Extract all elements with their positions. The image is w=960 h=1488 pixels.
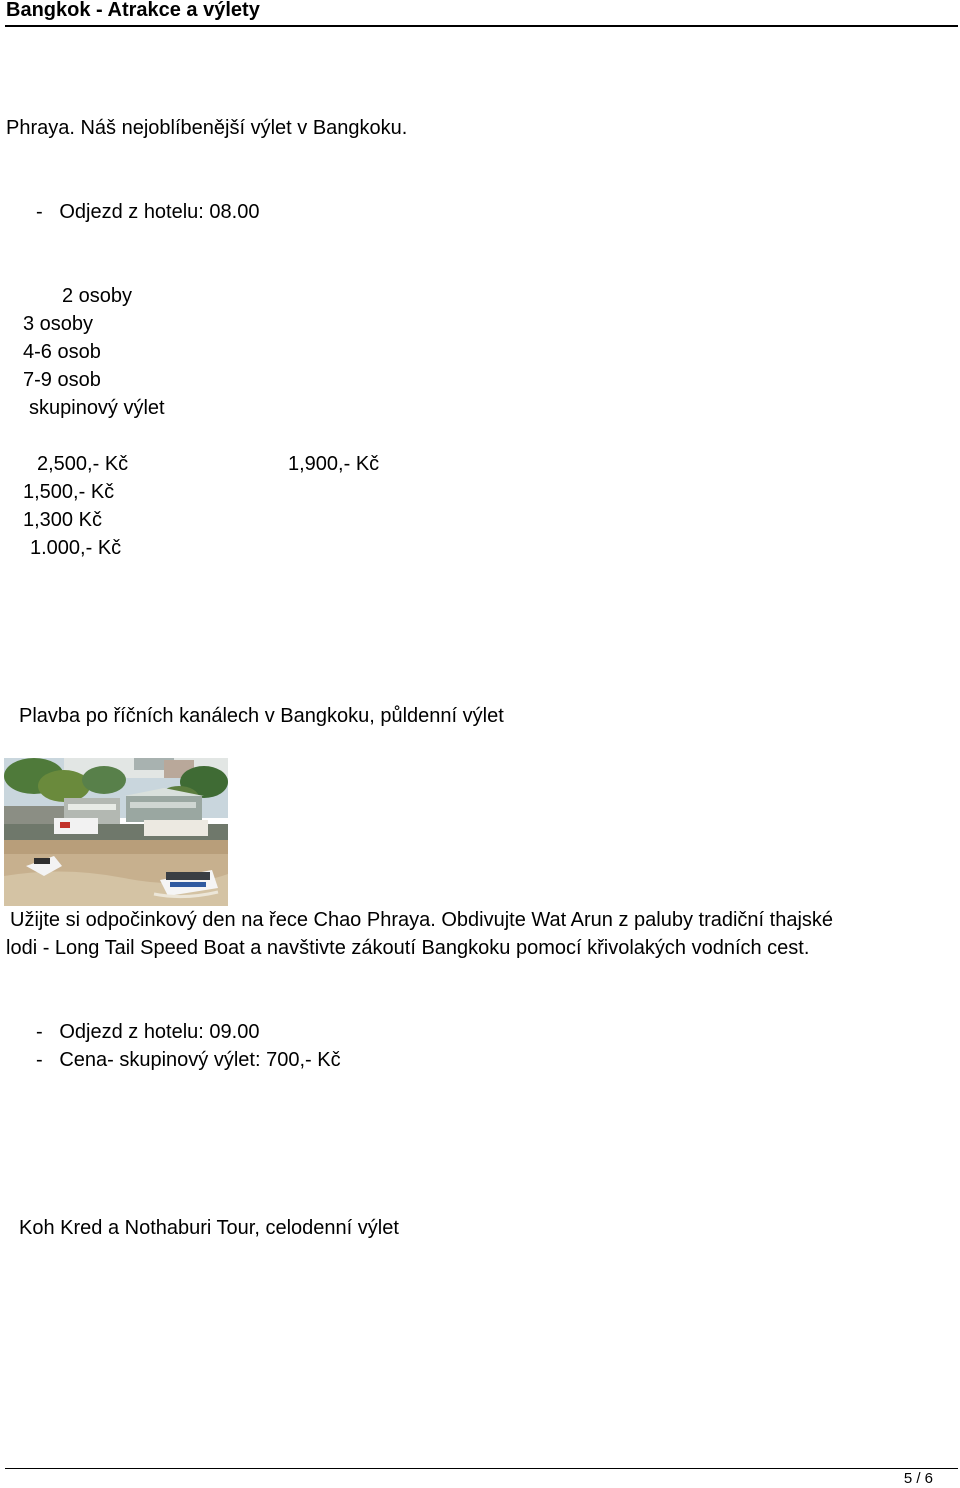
price-item: 1,500,- Kč [23, 481, 115, 503]
section2-description-line1: Užijte si odpočinkový den na řece Chao Phraya. Obdivujte Wat Arun z paluby tradiční thajské [10, 909, 834, 931]
price-item: 1.000,- Kč [30, 537, 122, 559]
section2-price: - Cena- skupinový výlet: 700,- Kč [36, 1049, 341, 1071]
header-rule [5, 25, 958, 27]
river-boats-photo [4, 758, 228, 906]
price-item: 1,300 Kč [23, 509, 102, 531]
group-size-item: 4-6 osob [23, 341, 101, 363]
group-price: 1,900,- Kč [288, 453, 380, 475]
section2-description-line2: lodi - Long Tail Speed Boat a navštivte zákoutí Bangkoku pomocí křivolakých vodních cest. [6, 937, 810, 959]
section1-departure: - Odjezd z hotelu: 08.00 [36, 201, 260, 223]
page-header-title: Bangkok - Atrakce a výlety [6, 0, 260, 21]
group-size-item: skupinový výlet [29, 397, 165, 419]
section3-title: Koh Kred a Nothaburi Tour, celodenní výlet [19, 1217, 399, 1239]
section1-intro: Phraya. Náš nejoblíbenější výlet v Bangkoku. [6, 117, 408, 139]
group-size-item: 7-9 osob [23, 369, 101, 391]
footer-rule [5, 1468, 958, 1469]
group-size-item: 2 osoby [62, 285, 133, 307]
price-item: 2,500,- Kč [37, 453, 129, 475]
page-number: 5 / 6 [903, 1470, 933, 1487]
section2-departure: - Odjezd z hotelu: 09.00 [36, 1021, 260, 1043]
group-size-item: 3 osoby [23, 313, 94, 335]
section2-title: Plavba po říčních kanálech v Bangkoku, půldenní výlet [19, 705, 504, 727]
